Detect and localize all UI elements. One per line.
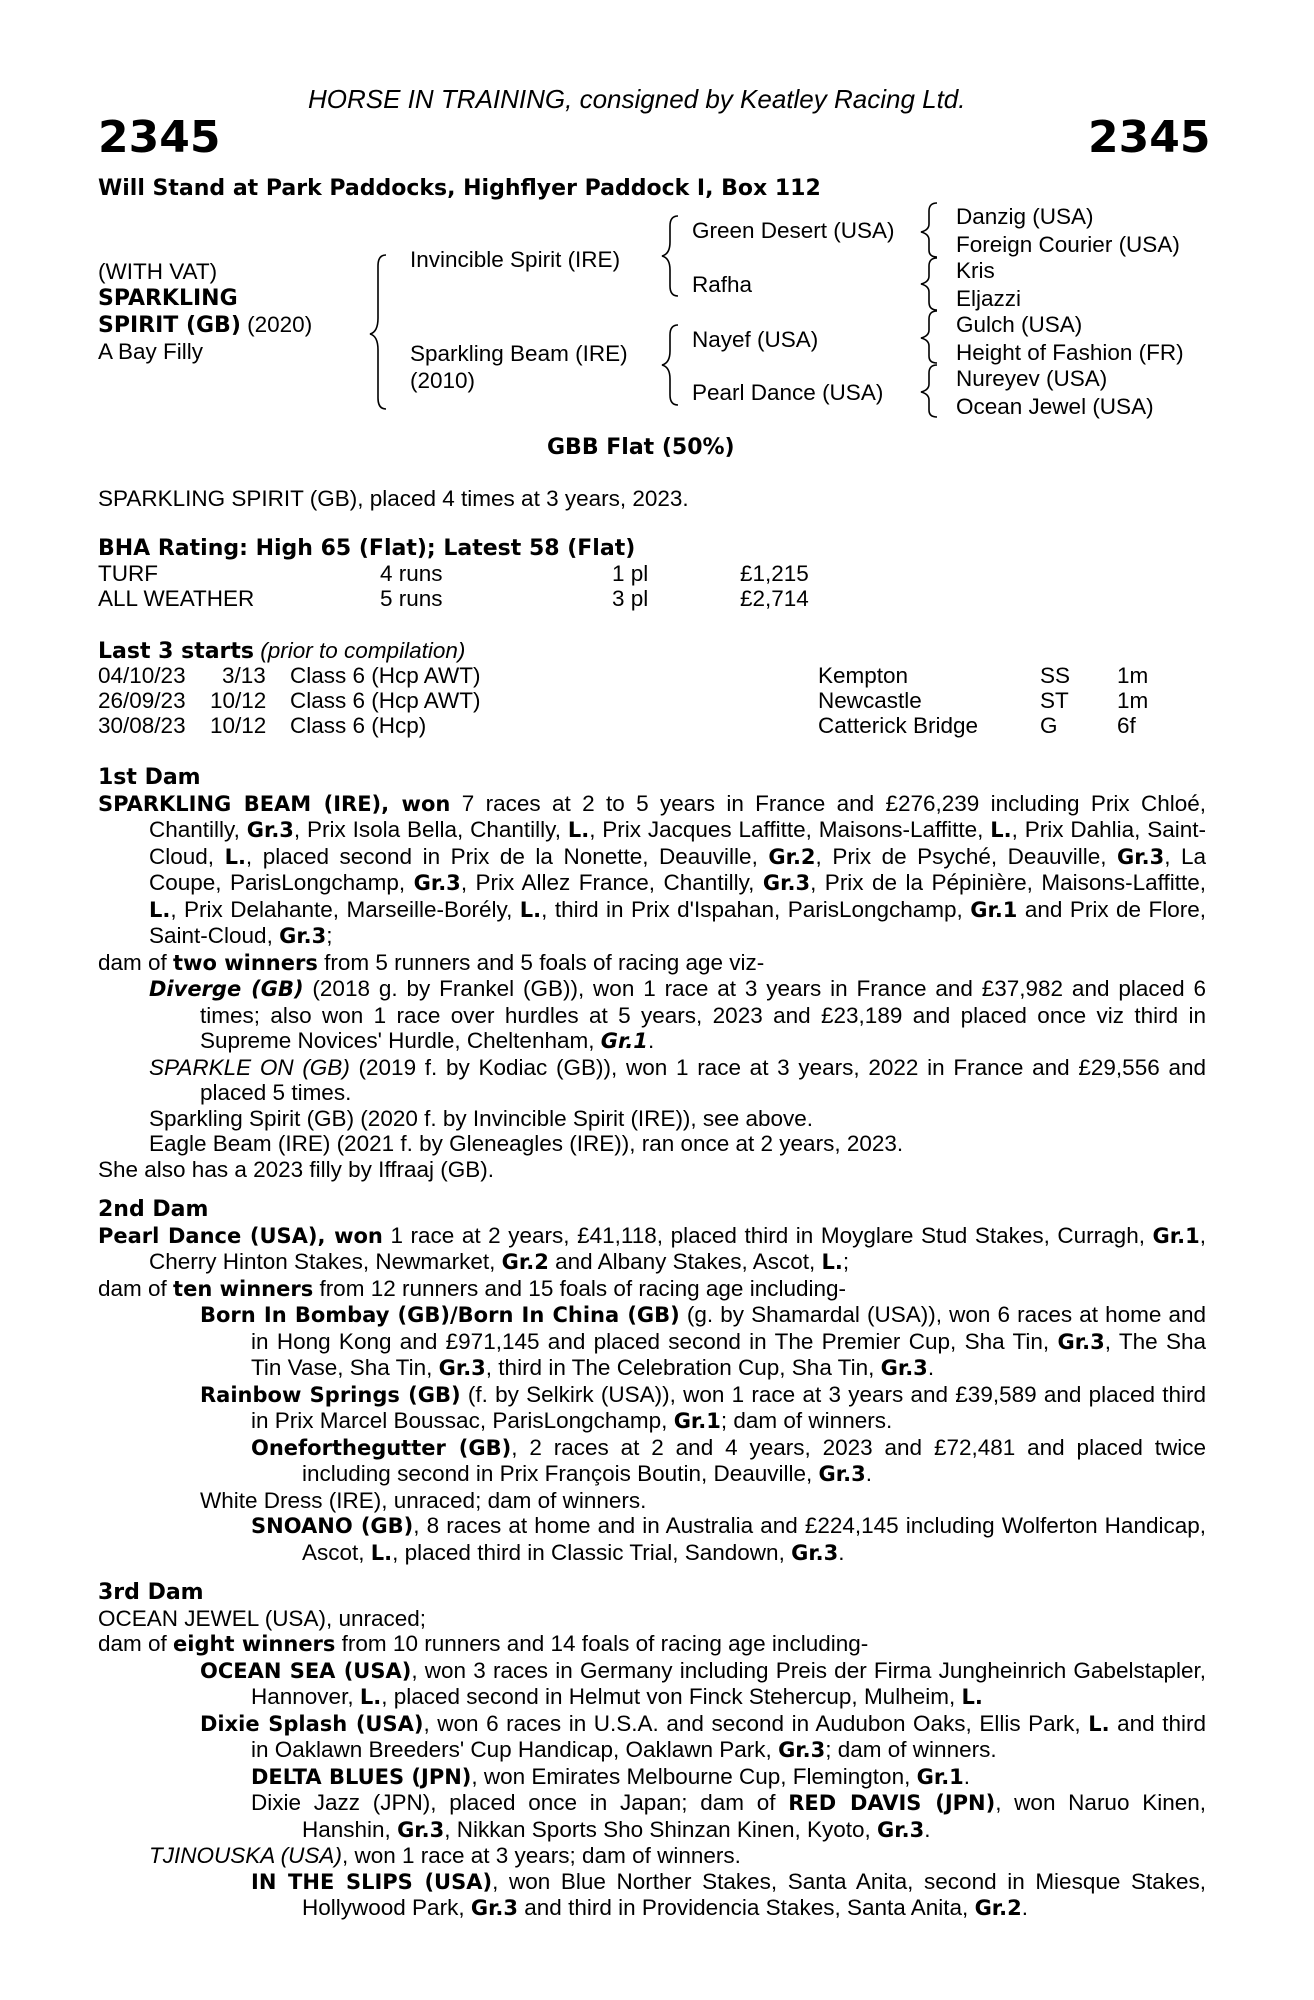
rating-places: 1 pl xyxy=(612,561,649,586)
pedigree-dam-sire: Nayef (USA) xyxy=(692,327,819,352)
pedigree-g8: Ocean Jewel (USA) xyxy=(956,394,1154,419)
rating-earnings: £1,215 xyxy=(740,561,809,586)
stand-location: Will Stand at Park Paddocks, Highflyer Paddock I, Box 112 xyxy=(98,176,821,201)
rating-earnings: £2,714 xyxy=(740,586,809,611)
second-dam-produce-summary: dam of ten winners from 12 runners and 15 foals of racing age including- xyxy=(98,1275,847,1301)
start-race: Class 6 (Hcp) xyxy=(290,713,427,738)
horse-description: A Bay Filly xyxy=(98,339,204,364)
start-course: Kempton xyxy=(818,663,909,688)
rating-surface: ALL WEATHER xyxy=(98,586,255,611)
summary-line: SPARKLING SPIRIT (GB), placed 4 times at 3 years, 2023. xyxy=(98,486,689,511)
pedigree-g1: Danzig (USA) xyxy=(956,204,1094,229)
third-dam-section xyxy=(98,1580,1206,1922)
start-position: 10/12 xyxy=(210,688,267,713)
pedigree-sire: Invincible Spirit (IRE) xyxy=(410,247,621,272)
rating-places: 3 pl xyxy=(612,586,649,611)
pedigree-g2: Foreign Courier (USA) xyxy=(956,232,1180,257)
start-race: Class 6 (Hcp AWT) xyxy=(290,688,481,713)
pedigree-g3: Kris xyxy=(956,258,995,283)
start-going: G xyxy=(1040,713,1058,738)
start-distance: 1m xyxy=(1117,663,1149,688)
rating-runs: 4 runs xyxy=(380,561,443,586)
third-dam-foal-ocean-sea: OCEAN SEA (USA), won 3 races in Germany including Preis der Firma Jungheinrich Gabelstapler, Hannover, L., placed second in Helmut von Finck Stehercup, Mulheim, L. xyxy=(200,1657,1206,1709)
second-dam-foal-white-dress: White Dress (IRE), unraced; dam of winners. xyxy=(200,1487,647,1513)
third-dam-foal-dixie-splash: Dixie Splash (USA), won 6 races in U.S.A. and second in Audubon Oaks, Ellis Park, L. and third in Oaklawn Breeders' Cup Handicap, Oaklawn Park, Gr.3; dam of winners. xyxy=(200,1710,1207,1762)
third-dam-produce-summary: dam of eight winners from 10 runners and 14 foals of racing age including- xyxy=(98,1631,869,1656)
lot-number-left: 2345 xyxy=(98,112,221,163)
start-course: Newcastle xyxy=(818,688,922,713)
second-dam-grandfoal-snoano: SNOANO (GB), 8 races at home and in Australia and £224,145 including Wolferton Handicap, Ascot, L., placed third in Classic Trial, Sandown, Gr.3. xyxy=(251,1513,1206,1565)
consignor-line: HORSE IN TRAINING, consigned by Keatley Racing Ltd. xyxy=(308,84,966,114)
start-date: 04/10/23 xyxy=(98,663,186,688)
second-dam-record: Pearl Dance (USA), won 1 race at 2 years, £41,118, placed third in Moyglare Stud Stakes, Curragh, Gr.1, Cherry Hinton Stakes, Newmarket, Gr.2 and Albany Stakes, Ascot, L.; xyxy=(98,1222,1206,1274)
pedigree-g4: Eljazzi xyxy=(956,286,1022,311)
start-distance: 6f xyxy=(1117,713,1136,738)
first-dam-foal-sparkling-spirit: Sparkling Spirit (GB) (2020 f. by Invincible Spirit (IRE)), see above. xyxy=(149,1105,814,1131)
horse-year: (2020) xyxy=(240,312,313,337)
pedigree-sire-dam: Rafha xyxy=(692,272,753,297)
first-dam-foal-diverge: Diverge (GB) (2018 g. by Frankel (GB)), won 1 race at 3 years in France and £37,982 and placed 6 times; also won 1 race over hurdles at 5 years, 2023 and £23,189 and placed once viz third in Supreme Novices' Hurdle, Cheltenham, Gr.1. xyxy=(149,976,1206,1053)
second-dam-section xyxy=(98,1197,1206,1566)
pedigree-dam: Sparkling Beam (IRE) xyxy=(410,341,628,366)
pedigree-g7: Nureyev (USA) xyxy=(956,366,1108,391)
rating-runs: 5 runs xyxy=(380,586,443,611)
rating-surface: TURF xyxy=(98,561,158,586)
horse-name-line1: SPARKLING xyxy=(98,286,238,311)
first-dam-note: She also has a 2023 filly by Iffraaj (GB). xyxy=(98,1156,495,1182)
last-starts-subtitle: (prior to compilation) xyxy=(254,638,466,663)
pedigree-g6: Height of Fashion (FR) xyxy=(956,340,1184,365)
start-position: 3/13 xyxy=(222,663,266,688)
pedigree-dam-year: (2010) xyxy=(410,368,476,393)
second-dam-foal-rainbow-springs: Rainbow Springs (GB) (f. by Selkirk (USA)), won 1 race at 3 years and £39,589 and placed third in Prix Marcel Boussac, ParisLongchamp, Gr.1; dam of winners. xyxy=(200,1381,1206,1433)
last-starts-title: Last 3 starts xyxy=(98,639,255,664)
second-dam-grandfoal-oneforthegutter: Oneforthegutter (GB), 2 races at 2 and 4 years, 2023 and £72,481 and placed twice including second in Prix François Boutin, Deauville, Gr.3. xyxy=(251,1434,1206,1486)
first-dam-foal-sparkle-on: SPARKLE ON (GB) (2019 f. by Kodiac (GB)), won 1 race at 3 years, 2022 in France and £29,556 and placed 5 times. xyxy=(149,1054,1206,1105)
third-dam-record: OCEAN JEWEL (USA), unraced; xyxy=(98,1605,427,1631)
horse-name: SPIRIT (GB) xyxy=(98,313,241,338)
start-date: 26/09/23 xyxy=(98,688,186,713)
start-distance: 1m xyxy=(1117,688,1149,713)
lot-number-right: 2345 xyxy=(1088,112,1211,163)
first-dam-record: SPARKLING BEAM (IRE), won 7 races at 2 to 5 years in France and £276,239 including Prix Chloé, Chantilly, Gr.3, Prix Isola Bella, Chantilly, L., Prix Jacques Laffitte, Maisons-Laffitte, L., Prix Dahlia, Saint-Cloud, L., placed second in Prix de la Nonette, Deauville, Gr.2, Prix de Psyché, Deauville, Gr.3, La Coupe, ParisLongchamp, Gr.3, Prix Allez France, Chantilly, Gr.3, Prix de la Pépinière, Maisons-Laffitte, L., Prix Delahante, Marseille-Borély, L., third in Prix d'Ispahan, ParisLongchamp, Gr.1 and Prix de Flore, Saint-Cloud, Gr.3; xyxy=(98,790,1206,948)
rating-heading: BHA Rating: High 65 (Flat); Latest 58 (Flat) xyxy=(98,536,636,561)
pedigree-dam-dam: Pearl Dance (USA) xyxy=(692,380,884,405)
third-dam-foal-tjinouska: TJINOUSKA (USA), won 1 race at 3 years; dam of winners. xyxy=(149,1843,741,1868)
first-dam-produce-summary: dam of two winners from 5 runners and 5 foals of racing age viz- xyxy=(98,949,765,975)
third-dam-grandfoal-in-the-slips: IN THE SLIPS (USA), won Blue Norther Stakes, Santa Anita, second in Miesque Stakes, Hollywood Park, Gr.3 and third in Providencia Stakes, Santa Anita, Gr.2. xyxy=(251,1868,1207,1920)
last-starts-heading xyxy=(98,638,465,664)
start-date: 30/08/23 xyxy=(98,713,186,738)
first-dam-foal-eagle-beam: Eagle Beam (IRE) (2021 f. by Gleneagles (IRE)), ran once at 2 years, 2023. xyxy=(149,1131,904,1156)
second-dam-heading: 2nd Dam xyxy=(98,1197,209,1222)
first-dam-heading: 1st Dam xyxy=(98,765,201,790)
pedigree-sire-sire: Green Desert (USA) xyxy=(692,218,895,243)
start-going: ST xyxy=(1040,688,1069,713)
third-dam-heading: 3rd Dam xyxy=(98,1580,204,1605)
start-race: Class 6 (Hcp AWT) xyxy=(290,663,481,688)
vat-label: (WITH VAT) xyxy=(98,259,218,284)
third-dam-grandfoal-dixie-jazz: Dixie Jazz (JPN), placed once in Japan; dam of RED DAVIS (JPN), won Naruo Kinen, Hanshin, Gr.3, Nikkan Sports Sho Shinzan Kinen, Kyoto, Gr.3. xyxy=(251,1790,1206,1842)
second-dam-foal-born-in-bombay: Born In Bombay (GB)/Born In China (GB) (g. by Shamardal (USA)), won 6 races at home and in Hong Kong and £971,145 and placed second in The Premier Cup, Sha Tin, Gr.3, The Sha Tin Vase, Sha Tin, Gr.3, third in The Celebration Cup, Sha Tin, Gr.3. xyxy=(200,1302,1206,1380)
third-dam-grandfoal-delta-blues: DELTA BLUES (JPN), won Emirates Melbourne Cup, Flemington, Gr.1. xyxy=(251,1763,971,1789)
start-position: 10/12 xyxy=(210,713,267,738)
first-dam-section xyxy=(98,765,1206,1182)
start-course: Catterick Bridge xyxy=(818,713,979,738)
start-going: SS xyxy=(1040,663,1071,688)
gbb-label: GBB Flat (50%) xyxy=(547,435,735,460)
pedigree-g5: Gulch (USA) xyxy=(956,312,1083,337)
